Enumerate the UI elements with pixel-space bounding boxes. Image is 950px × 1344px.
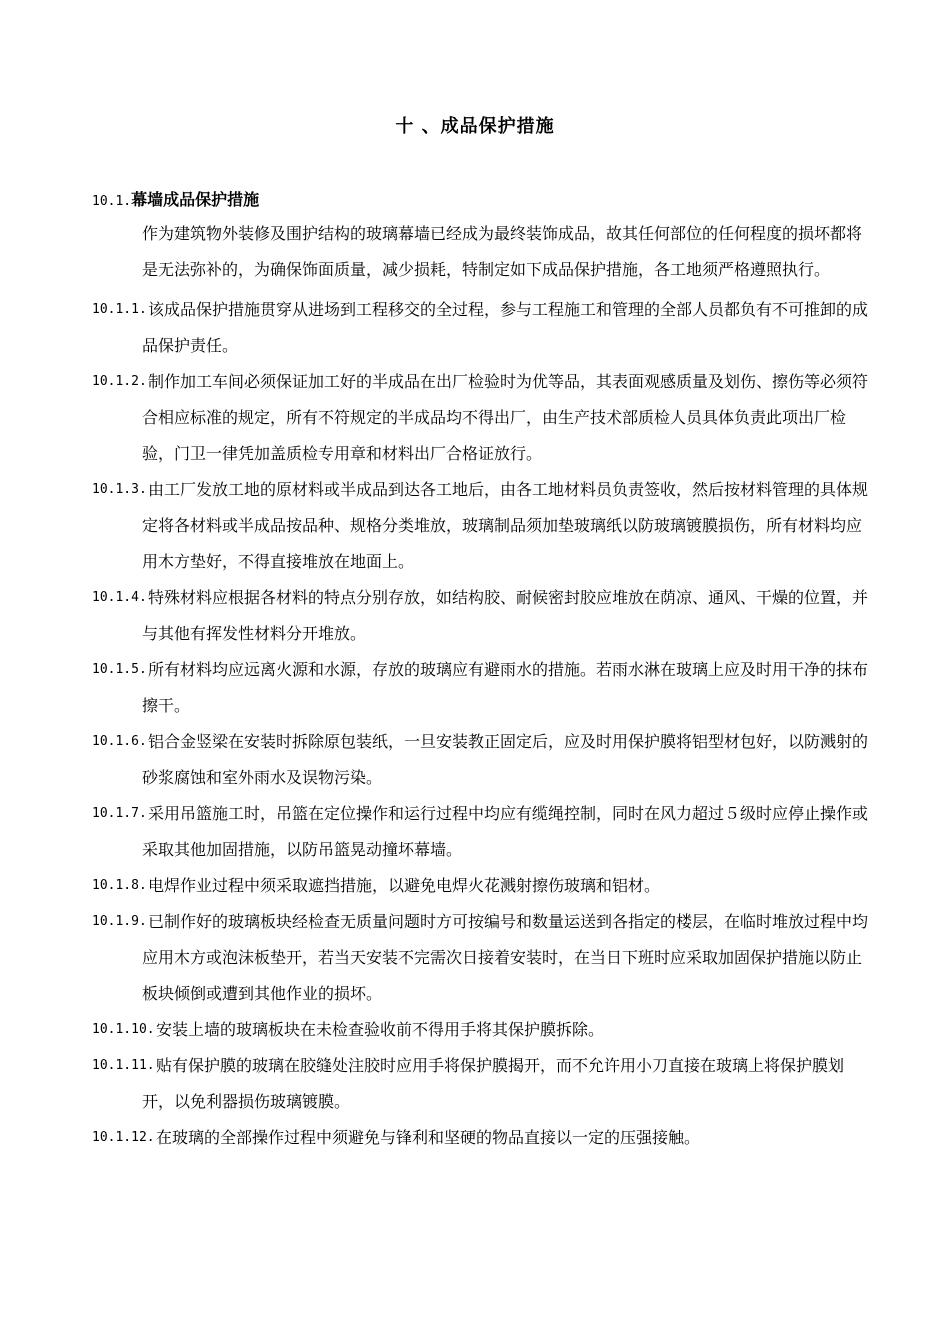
item-text: 在玻璃的全部操作过程中须避免与锋利和坚硬的物品直接以一定的压强接触。	[156, 1128, 701, 1147]
list-item	[92, 724, 872, 796]
item-list	[92, 292, 872, 1156]
list-item	[92, 292, 872, 364]
item-number: 10.1.4.	[92, 590, 147, 605]
item-text: 采用吊篮施工时，吊篮在定位操作和运行过程中均应有缆绳控制，同时在风力超过５级时应停止操作或采取其他加固措施，以防吊篮晃动撞坏幕墙。	[142, 804, 869, 859]
item-number: 10.1.3.	[92, 482, 147, 497]
section-heading	[92, 188, 872, 212]
item-number: 10.1.1.	[92, 302, 147, 317]
item-number: 10.1.7.	[92, 806, 147, 821]
list-item	[92, 580, 872, 652]
item-number: 10.1.6.	[92, 734, 147, 749]
item-text: 电焊作业过程中须采取遮挡措施，以避免电焊火花溅射擦伤玻璃和铝材。	[148, 876, 661, 895]
item-number: 10.1.8.	[92, 878, 147, 893]
item-text: 由工厂发放工地的原材料或半成品到达各工地后，由各工地材料员负责签收，然后按材料管理的具体规定将各材料或半成品按品种、规格分类堆放，玻璃制品须加垫玻璃纸以防玻璃镀膜损伤，所有材料均应用木方垫好，不得直接堆放在地面上。	[142, 480, 869, 571]
page-title: 十 、成品保护措施	[395, 116, 555, 137]
item-text: 铝合金竖梁在安装时拆除原包装纸，一旦安装教正固定后，应及时用保护膜将铝型材包好，以防溅射的砂浆腐蚀和室外雨水及误物污染。	[142, 732, 869, 787]
item-number: 10.1.11.	[92, 1058, 155, 1073]
item-text: 该成品保护措施贯穿从进场到工程移交的全过程，参与工程施工和管理的全部人员都负有不可推卸的成品保护责任。	[142, 300, 869, 355]
item-text: 所有材料均应远离火源和水源，存放的玻璃应有避雨水的措施。若雨水淋在玻璃上应及时用干净的抹布擦干。	[142, 660, 869, 715]
list-item	[92, 1120, 872, 1156]
list-item	[92, 1012, 872, 1048]
item-text: 贴有保护膜的玻璃在胶缝处注胶时应用手将保护膜揭开，而不允许用小刀直接在玻璃上将保护膜划开，以免利器损伤玻璃镀膜。	[142, 1056, 845, 1111]
section-heading-text: 幕墙成品保护措施	[131, 190, 260, 209]
item-text: 已制作好的玻璃板块经检查无质量问题时方可按编号和数量运送到各指定的楼层，在临时堆放过程中均应用木方或泡沫板垫开，若当天安装不完需次日接着安装时，在当日下班时应采取加固保护措施以防止板块倾倒或遭到其他作业的损坏。	[142, 912, 869, 1003]
item-number: 10.1.5.	[92, 662, 147, 677]
section-content	[92, 188, 872, 1156]
list-item	[92, 472, 872, 580]
section-number: 10.1.	[92, 194, 132, 209]
list-item	[92, 1048, 872, 1120]
item-text: 制作加工车间必须保证加工好的半成品在出厂检验时为优等品，其表面观感质量及划伤、擦伤等必须符合相应标准的规定，所有不符规定的半成品均不得出厂，由生产技术部质检人员具体负责此项出厂检验，门卫一律凭加盖质检专用章和材料出厂合格证放行。	[142, 372, 869, 463]
list-item	[92, 904, 872, 1012]
list-item	[92, 364, 872, 472]
item-text: 安装上墙的玻璃板块在未检查验收前不得用手将其保护膜拆除。	[156, 1020, 605, 1039]
item-number: 10.1.2.	[92, 374, 147, 389]
section-intro: 作为建筑物外装修及围护结构的玻璃幕墙已经成为最终装饰成品，故其任何部位的任何程度的损坏都将是无法弥补的，为确保饰面质量，减少损耗，特制定如下成品保护措施，各工地须严格遵照执行。	[142, 224, 863, 279]
list-item	[92, 868, 872, 904]
item-text: 特殊材料应根据各材料的特点分别存放，如结构胶、耐候密封胶应堆放在荫凉、通风、干燥的位置，并与其他有挥发性材料分开堆放。	[142, 588, 869, 643]
list-item	[92, 652, 872, 724]
list-item	[92, 796, 872, 868]
item-number: 10.1.12.	[92, 1130, 155, 1145]
item-number: 10.1.9.	[92, 914, 147, 929]
item-number: 10.1.10.	[92, 1022, 155, 1037]
